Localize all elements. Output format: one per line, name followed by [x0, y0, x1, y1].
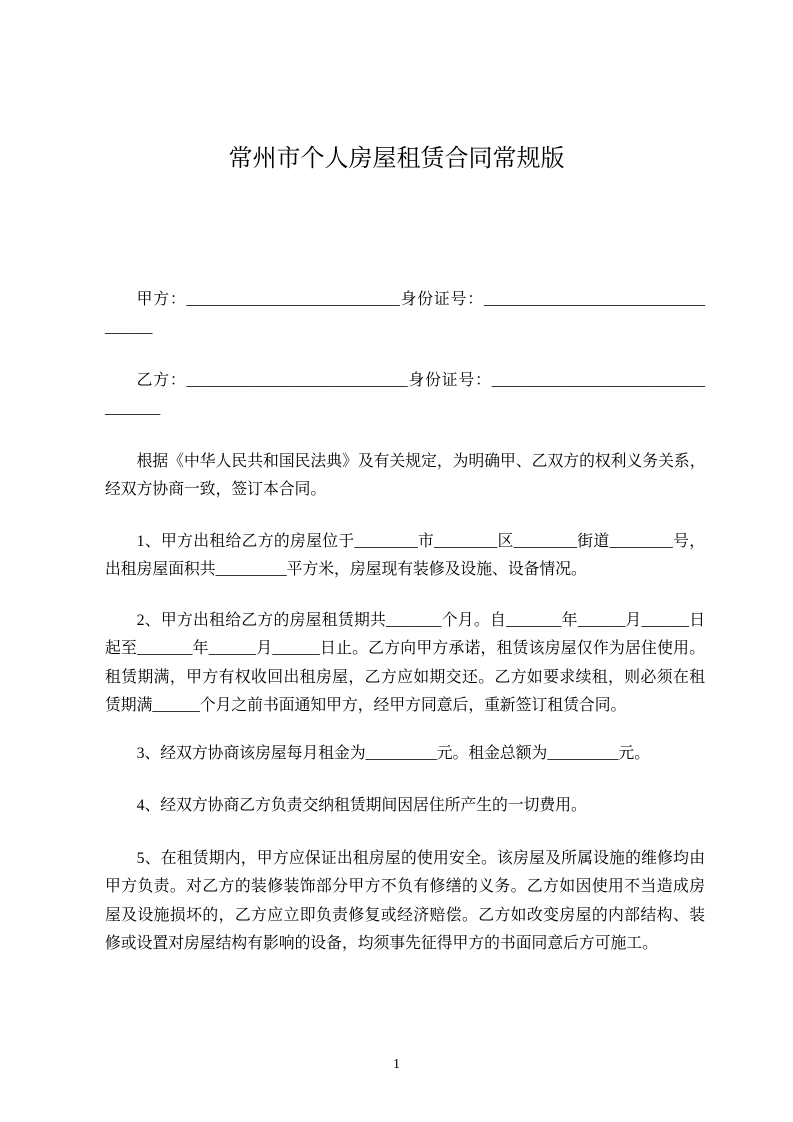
clause-2-paragraph	[105, 607, 705, 720]
page-number: 1	[393, 1057, 400, 1072]
party-a-id-continuation: ______	[105, 319, 153, 337]
party-b-clause	[105, 367, 705, 424]
contract-title: 常州市个人房屋租赁合同常规版	[228, 144, 565, 172]
preamble-paragraph	[105, 448, 705, 505]
clause-1-paragraph	[105, 528, 705, 585]
paragraph-line: 甲方负责。对乙方的装修装饰部分甲方不负有修缮的义务。乙方如因使用不当造成房	[105, 878, 705, 896]
paragraph-line: 赁期满______个月之前书面通知甲方，经甲方同意后，重新签订租赁合同。	[105, 696, 627, 714]
paragraph-line: 屋及设施损坏的，乙方应立即负责修复或经济赔偿。乙方如改变房屋的内部结构、装	[105, 906, 705, 924]
party-a-clause	[105, 286, 705, 343]
paragraph-line: 租赁期满，甲方有权收回出租房屋，乙方应如期交还。乙方如要求续租，则必须在租	[105, 668, 705, 686]
party-a-line: 甲方：___________________________身份证号：____________________________	[136, 291, 705, 308]
paragraph-line: 起至_______年______月______日止。乙方向甲方承诺，租赁该房屋仅作为居住使用。	[105, 640, 705, 658]
paragraph-line: 根据《中华人民共和国民法典》及有关规定，为明确甲、乙双方的权利义务关系，	[136, 453, 705, 470]
party-b-line: 乙方：____________________________身份证号：___________________________	[136, 372, 705, 389]
paragraph-line: 修或设置对房屋结构有影响的设备，均须事先征得甲方的书面同意后方可施工。	[105, 934, 658, 952]
clause-4-paragraph	[105, 792, 705, 820]
clause-3-paragraph	[105, 740, 705, 768]
party-b-id-continuation: _______	[105, 400, 161, 418]
paragraph-line: 经双方协商一致，签订本合同。	[105, 481, 327, 499]
paragraph-line: 5、在租赁期内，甲方应保证出租房屋的使用安全。该房屋及所属设施的维修均由	[136, 850, 705, 867]
paragraph-line: 4、经双方协商乙方负责交纳租赁期间因居住所产生的一切费用。	[136, 797, 587, 814]
paragraph-line: 2、甲方出租给乙方的房屋租赁期共_______个月。自_______年______月______日	[136, 612, 705, 629]
paragraph-line: 出租房屋面积共_________平方米，房屋现有装修及设施、设备情况。	[105, 561, 587, 579]
paragraph-line: 3、经双方协商该房屋每月租金为_________元。租金总额为_________元。	[136, 745, 650, 762]
paragraph-line: 1、甲方出租给乙方的房屋位于________市________区________街道________号，	[136, 533, 705, 550]
clause-5-paragraph	[105, 845, 705, 958]
